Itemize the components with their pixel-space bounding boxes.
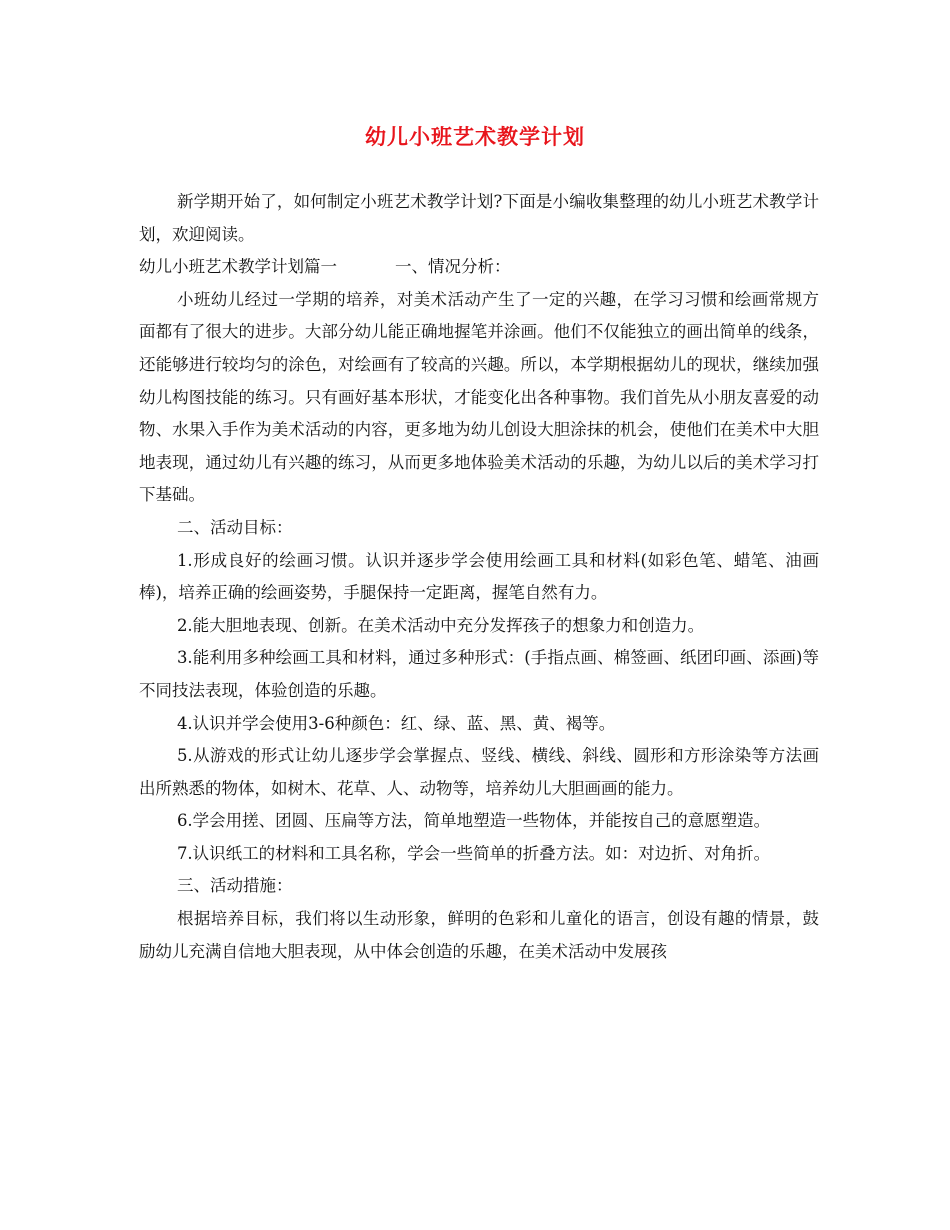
goal-item-1: 1.形成良好的绘画习惯。认识并逐步学会使用绘画工具和材料(如彩色笔、蜡笔、油画棒)，培养正确的绘画姿势，手腿保持一定距离，握笔自然有力。 — [139, 550, 819, 603]
document-title: 幼儿小班艺术教学计划 — [365, 124, 585, 149]
goal-item-5: 5.从游戏的形式让幼儿逐步学会掌握点、竖线、横线、斜线、圆形和方形涂染等方法画出所熟悉的物体，如树木、花草、人、动物等，培养幼儿大胆画画的能力。 — [139, 746, 819, 798]
measures-paragraph: 根据培养目标，我们将以生动形象，鲜明的色彩和儿童化的语言，创设有趣的情景，鼓励幼儿充满自信地大胆表现，从中体会创造的乐趣，在美术活动中发展孩 — [139, 909, 819, 961]
situation-paragraph: 小班幼儿经过一学期的培养，对美术活动产生了一定的兴趣，在学习习惯和绘画常规方面都有了很大的进步。大部分幼儿能正确地握笔并涂画。他们不仅能独立的画出简单的线条，还能够进行较均匀的涂色，对绘画有了较高的兴趣。所以，本学期根据幼儿的现状，继续加强幼儿构图技能的练习。只有画好基本形状，才能变化出各种事物。我们首先从小朋友喜爱的动物、水果入手作为美术活动的内容，更多地为幼儿创设大胆涂抹的机会，使他们在美术中大胆地表现，通过幼儿有兴趣的练习，从而更多地体验美术活动的乐趣，为幼儿以后的美术学习打下基础。 — [139, 289, 819, 505]
goal-item-2: 2.能大胆地表现、创新。在美术活动中充分发挥孩子的想象力和创造力。 — [176, 615, 705, 635]
goal-item-7: 7.认识纸工的材料和工具名称，学会一些简单的折叠方法。如：对边折、对角折。 — [176, 843, 771, 863]
section-heading-situation: 一、情况分析： — [395, 257, 511, 277]
section-heading — [139, 251, 819, 284]
goal-item-6: 6.学会用搓、团圆、压扁等方法，简单地塑造一些物体，并能按自己的意愿塑造。 — [176, 811, 771, 831]
goals-heading: 二、活动目标： — [176, 517, 293, 537]
measures-heading: 三、活动措施： — [176, 876, 293, 896]
document-body — [139, 186, 819, 968]
section-heading-title: 幼儿小班艺术教学计划篇一 — [139, 257, 337, 277]
goal-item-3: 3.能利用多种绘画工具和材料，通过多种形式：(手指点画、棉签画、纸团印画、添画)等不同技法表现，体验创造的乐趣。 — [139, 648, 819, 700]
goal-item-4: 4.认识并学会使用3-6种颜色：红、绿、蓝、黑、黄、褐等。 — [176, 713, 616, 733]
intro-paragraph: 新学期开始了，如何制定小班艺术教学计划?下面是小编收集整理的幼儿小班艺术教学计划，欢迎阅读。 — [139, 192, 819, 244]
